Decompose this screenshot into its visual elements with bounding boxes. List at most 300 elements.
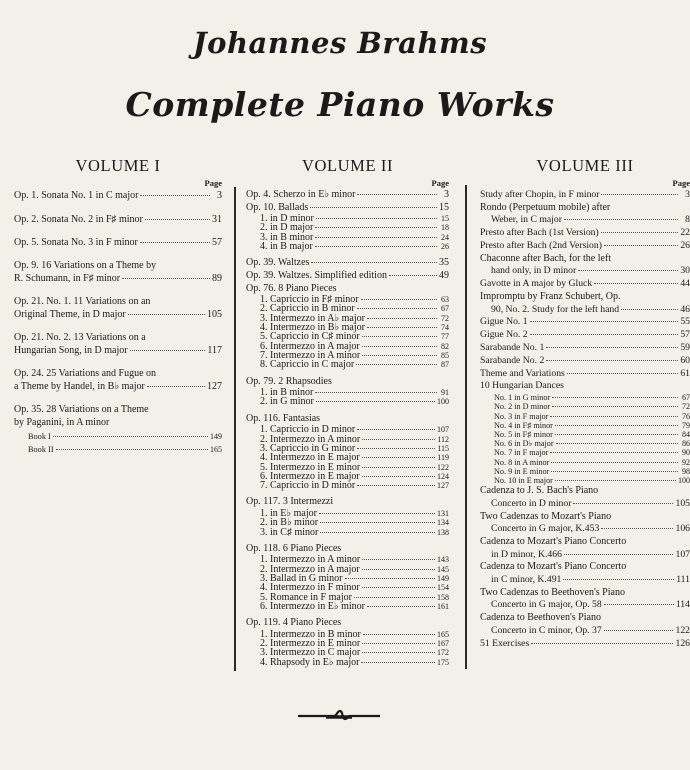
leader-dots [56, 449, 208, 450]
leader-dots [362, 476, 435, 477]
entry-title: Weber, in C major [491, 214, 562, 226]
toc-row [480, 316, 690, 329]
toc-row [480, 189, 690, 202]
leader-dots [315, 392, 437, 393]
sub-list [246, 509, 449, 537]
toc-row [480, 402, 690, 411]
entry-title: Presto after Bach (2nd Version) [480, 239, 602, 251]
entry-line: Op. 35. 28 Variations on a Theme [14, 403, 149, 415]
page-column-label: Page [672, 178, 690, 188]
toc-row [480, 393, 690, 402]
toc-row [480, 240, 690, 253]
toc-entry [480, 202, 690, 227]
toc-row [14, 189, 222, 203]
page-number: 59 [680, 341, 690, 353]
toc-entry [480, 511, 690, 536]
leader-dots [363, 634, 435, 635]
leader-dots [122, 278, 210, 279]
entry-title: 1. Capriccio in F♯ minor [260, 294, 359, 306]
entry-title: Gavotte in A major by Gluck [480, 278, 593, 290]
entry-title: 2. in G minor [260, 396, 314, 408]
page-number: 30 [680, 265, 690, 277]
page-number: 117 [207, 345, 222, 357]
leader-dots [604, 604, 674, 605]
entry-line: Op. 9. 16 Variations on a Theme by [14, 259, 157, 271]
page-number: 72 [441, 313, 449, 323]
entry-title: Op. 10. Ballads [246, 201, 309, 213]
entry-title: R. Schumann, in F♯ minor [14, 273, 121, 285]
toc-row [14, 443, 222, 457]
entry-title: Op. 5. Sonata No. 3 in F minor [14, 237, 138, 248]
entry-title: Study after Chopin, in F minor [480, 189, 600, 200]
toc-entry [14, 260, 222, 286]
page-column-label: Page [204, 178, 222, 188]
toc-entry [480, 329, 690, 342]
column-divider [234, 187, 236, 671]
entry-line: Chaconne after Bach, for the left [480, 252, 612, 264]
entry-title: Op. 119. 4 Piano Pieces [246, 617, 342, 629]
toc-row [480, 278, 690, 291]
page-number: 91 [441, 388, 449, 398]
entry-line: Two Cadenzas to Mozart's Piano [480, 510, 612, 522]
composer-title: Johannes Brahms [192, 26, 488, 60]
toc-group [246, 257, 449, 369]
leader-dots [546, 360, 678, 361]
page-number: 107 [675, 548, 690, 560]
leader-dots [362, 467, 435, 468]
toc-group [246, 376, 449, 407]
sub-list [246, 388, 449, 407]
leader-dots [362, 652, 435, 653]
entry-title: 6. Intermezzo in A major [260, 340, 360, 352]
leader-dots [621, 309, 678, 310]
toc-row [480, 476, 690, 485]
leader-dots [555, 480, 676, 481]
toc-row [480, 599, 690, 612]
leader-dots [140, 242, 210, 243]
toc-entry [480, 291, 690, 316]
leader-dots [550, 452, 678, 453]
entry-title: 5. Romance in F major [260, 591, 352, 603]
entry-title: No. 10 in E major [494, 475, 553, 485]
leader-dots [367, 606, 435, 607]
entry-title: 1. in E♭ major [260, 507, 317, 519]
leader-dots [362, 439, 435, 440]
leader-dots [361, 662, 435, 663]
toc-row [480, 421, 690, 430]
entry-title: Gigue No. 2 [480, 329, 528, 341]
entry-title: No. 9 in E minor [494, 466, 550, 476]
sub-list [246, 630, 449, 667]
leader-dots [316, 218, 437, 219]
entry-title: 2. in B♭ minor [260, 517, 319, 529]
leader-dots [316, 401, 435, 402]
leader-dots [357, 448, 435, 449]
toc-row [480, 448, 690, 457]
page-number: 165 [437, 629, 449, 639]
page-number: 149 [210, 431, 222, 441]
entry-title: Gigue No. 1 [480, 316, 528, 328]
leader-dots [147, 386, 205, 387]
entry-title: Op. 117. 3 Intermezzi [246, 496, 334, 508]
entry-title: Op. 39. Waltzes. Simplified edition [246, 269, 387, 281]
page-number: 167 [437, 639, 449, 649]
leader-dots [531, 643, 673, 644]
leader-dots [604, 630, 674, 631]
toc-entry [480, 240, 690, 253]
page-number: 24 [441, 232, 449, 242]
leader-dots [311, 262, 437, 263]
volume-title: VOLUME III [536, 156, 634, 175]
entry-title: No. 4 in F♯ minor [494, 420, 553, 430]
entry-title: No. 5 in F♯ minor [494, 429, 553, 439]
entry-title: Sarabande No. 1 [480, 341, 545, 353]
toc-row [14, 416, 222, 430]
leader-dots [578, 270, 678, 271]
entry-title: by Paganini, in A minor [14, 417, 110, 429]
toc-entry [480, 253, 690, 278]
leader-dots [362, 336, 437, 337]
page-number: 145 [437, 564, 449, 574]
page-number: 127 [437, 481, 449, 491]
entry-title: 5. Capriccio in C♯ minor [260, 331, 360, 343]
page-number: 154 [437, 583, 449, 593]
page-number: 165 [210, 445, 222, 455]
page-number: 100 [678, 475, 690, 485]
leader-dots [389, 275, 437, 276]
leader-dots [362, 587, 435, 588]
toc-row [246, 528, 449, 537]
work-title: Complete Piano Works [125, 85, 555, 124]
toc-row [14, 236, 222, 250]
page-number: 35 [439, 257, 449, 269]
entry-title: 1. Intermezzo in B minor [260, 628, 361, 640]
toc-row [480, 549, 690, 562]
entry-line: Impromptu by Franz Schubert, Op. [480, 290, 621, 302]
leader-dots [563, 579, 674, 580]
entry-title: 3. Intermezzo in A♭ major [260, 312, 365, 324]
page-number: 127 [207, 381, 222, 393]
toc-row [14, 308, 222, 322]
toc-row [14, 213, 222, 227]
toc-row [480, 498, 690, 511]
entry-title: 4. in B major [260, 241, 313, 253]
entry-title: Concerto in C minor, Op. 37 [491, 624, 602, 636]
page-number: 106 [675, 523, 690, 535]
toc-entry [480, 189, 690, 202]
page-number: 161 [437, 601, 449, 611]
page-number: 26 [680, 239, 690, 251]
toc-entry [480, 342, 690, 355]
leader-dots [345, 578, 436, 579]
page-number: 122 [675, 624, 690, 636]
leader-dots [604, 245, 678, 246]
toc-row [480, 227, 690, 240]
page-number: 107 [437, 425, 449, 435]
entry-line: Cadenza to Mozart's Piano Concerto [480, 535, 627, 547]
toc-entry [480, 612, 690, 637]
entry-title: 1. Capriccio in D minor [260, 424, 356, 436]
toc-entry [480, 587, 690, 612]
entry-title: 6. Intermezzo in E major [260, 470, 360, 482]
leader-dots [128, 314, 205, 315]
toc-entry [14, 213, 222, 227]
page-number: 31 [212, 213, 222, 225]
page-number: 87 [441, 360, 449, 370]
toc-entry [14, 332, 222, 358]
entry-title: Op. 4. Scherzo in E♭ minor [246, 189, 356, 200]
sub-list [246, 425, 449, 490]
entry-title: hand only, in D minor [491, 265, 577, 277]
page-number: 89 [212, 273, 222, 285]
toc-entry [480, 355, 690, 368]
column-divider [465, 185, 467, 669]
leader-dots [564, 554, 674, 555]
leader-dots [354, 597, 435, 598]
toc-row [480, 214, 690, 227]
page-number: 44 [680, 278, 690, 290]
page-number: 22 [680, 227, 690, 239]
page-number: 86 [682, 439, 690, 449]
page-number: 115 [437, 443, 449, 453]
entry-line: Cadenza to J. S. Bach's Piano [480, 485, 599, 497]
toc-row [246, 257, 449, 270]
entry-title: 2. Capriccio in B minor [260, 303, 355, 315]
toc-row [246, 481, 449, 490]
entry-title: Op. 79. 2 Rhapsodies [246, 375, 332, 387]
page-number: 134 [437, 518, 449, 528]
toc-row [14, 272, 222, 286]
leader-dots [310, 207, 437, 208]
page-number: 100 [437, 397, 449, 407]
entry-title: 8. Capriccio in C major [260, 359, 355, 371]
leader-dots [594, 283, 678, 284]
toc-row [246, 397, 449, 406]
toc-row [480, 439, 690, 448]
leader-dots [145, 219, 210, 220]
leader-dots [320, 532, 435, 533]
page-number: 79 [682, 420, 690, 430]
page-number: 49 [439, 269, 449, 281]
entry-title: 3. in C♯ minor [260, 526, 319, 538]
page-number: 67 [682, 393, 690, 403]
entry-title: 4. Intermezzo in F minor [260, 582, 360, 594]
page-number: 8 [685, 214, 690, 226]
leader-dots [357, 308, 437, 309]
leader-dots [357, 485, 435, 486]
entry-title: Op. 116. Fantasias [246, 412, 321, 424]
leader-dots [320, 522, 435, 523]
entry-title: 3. Capriccio in G minor [260, 442, 356, 454]
page-number: 63 [441, 295, 449, 305]
toc-group [246, 413, 449, 491]
toc-row [246, 242, 449, 251]
entry-title: 1. in B minor [260, 387, 314, 399]
toc-row [246, 602, 449, 611]
entry-title: Theme and Variations [480, 367, 565, 379]
toc-entry [480, 485, 690, 510]
entry-title: No. 1 in G minor [494, 393, 551, 403]
leader-dots [573, 503, 673, 504]
toc-entry [480, 278, 690, 291]
toc-row [480, 412, 690, 421]
entry-title: 90, No. 2. Study for the left hand [491, 303, 620, 315]
entry-title: 2. in D major [260, 222, 314, 234]
toc-row [480, 574, 690, 587]
entry-title: 2. Intermezzo in E minor [260, 638, 361, 650]
page-number: 172 [437, 648, 449, 658]
page-number: 46 [680, 303, 690, 315]
toc-row [480, 467, 690, 476]
toc-row [14, 380, 222, 394]
leader-dots [530, 321, 678, 322]
entry-line: Cadenza to Mozart's Piano Concerto [480, 561, 627, 573]
entry-line: Op. 21. No. 1. 11 Variations on an [14, 295, 151, 307]
page-number: 131 [437, 508, 449, 518]
toc-group [246, 617, 449, 667]
entry-title: 1. in D minor [260, 213, 314, 225]
page-number: 61 [680, 367, 690, 379]
entry-line: Op. 24. 25 Variations and Fugue on [14, 367, 157, 379]
toc-row [480, 380, 690, 393]
toc-entry [14, 368, 222, 394]
sub-list [246, 214, 449, 251]
entry-title: 2. Intermezzo in A minor [260, 433, 361, 445]
page-number: 57 [212, 237, 222, 248]
leader-dots [601, 232, 678, 233]
leader-dots [551, 462, 678, 463]
leader-dots [357, 194, 437, 195]
leader-dots [140, 195, 210, 196]
toc-row [246, 360, 449, 369]
entry-title: No. 6 in D♭ major [494, 439, 554, 449]
page-number: 76 [682, 411, 690, 421]
page-number: 138 [437, 527, 449, 537]
leader-dots [556, 443, 678, 444]
leader-dots [356, 364, 437, 365]
leader-dots [362, 346, 437, 347]
toc-entry [480, 316, 690, 329]
page-number: 175 [437, 657, 449, 667]
toc-row [14, 430, 222, 444]
toc-entry [14, 236, 222, 250]
toc-entry [480, 368, 690, 381]
entry-title: Book I [28, 431, 51, 441]
page-number: 15 [439, 201, 449, 213]
page-number: 143 [437, 555, 449, 565]
page-number: 158 [437, 592, 449, 602]
leader-dots [362, 569, 435, 570]
ornament-icon [296, 706, 382, 724]
leader-dots [362, 355, 437, 356]
entry-title: No. 8 in A minor [494, 457, 550, 467]
entry-line: Op. 21. No. 2. 13 Variations on a [14, 331, 146, 343]
page-number: 114 [675, 599, 690, 611]
leader-dots [552, 397, 678, 398]
toc-row [246, 189, 449, 202]
toc-group [246, 496, 449, 536]
entry-title: in C minor, K.491 [491, 573, 562, 585]
leader-dots [564, 219, 678, 220]
page-number: 77 [441, 332, 449, 342]
entry-title: 3. in B minor [260, 231, 314, 243]
leader-dots [550, 416, 678, 417]
toc-group [246, 543, 449, 611]
page-number: 74 [441, 323, 449, 333]
toc-row [480, 523, 690, 536]
toc-row [480, 368, 690, 381]
page-number: 67 [441, 304, 449, 314]
entry-title: 5. Intermezzo in E minor [260, 461, 361, 473]
entry-title: Presto after Bach (1st Version) [480, 227, 599, 239]
toc-row [246, 658, 449, 667]
page-number: 112 [437, 434, 449, 444]
page-number: 149 [437, 574, 449, 584]
entry-title: a Theme by Handel, in B♭ major [14, 381, 145, 393]
page-number: 55 [680, 316, 690, 328]
toc-row [480, 625, 690, 638]
sub-list [246, 555, 449, 611]
toc-row [480, 304, 690, 317]
entry-line: Two Cadenzas to Beethoven's Piano [480, 586, 625, 598]
toc-group [246, 189, 449, 251]
page-number: 82 [441, 341, 449, 351]
leader-dots [315, 227, 437, 228]
toc-row [246, 270, 449, 283]
leader-dots [130, 350, 206, 351]
volume-title: VOLUME I [75, 156, 161, 175]
entry-title: Sarabande No. 2 [480, 354, 545, 366]
leader-dots [551, 471, 678, 472]
page-number: 57 [680, 329, 690, 341]
toc-row [14, 344, 222, 358]
page-number: 3 [217, 190, 222, 201]
entry-title: 4. Intermezzo in B♭ major [260, 322, 365, 334]
toc-entry [480, 380, 690, 485]
leader-dots [361, 299, 437, 300]
leader-dots [567, 373, 678, 374]
entry-title: 7. Intermezzo in A minor [260, 349, 361, 361]
entry-title: Hungarian Song, in D major [14, 345, 128, 357]
toc-row [480, 342, 690, 355]
toc-row [480, 355, 690, 368]
toc-entry [480, 561, 690, 586]
toc-row [480, 458, 690, 467]
entry-title: 4. Intermezzo in E major [260, 452, 360, 464]
toc-entry [480, 536, 690, 561]
volume-1-column [14, 155, 222, 467]
entry-title: Op. 76. 8 Piano Pieces [246, 282, 337, 294]
entry-title: in D minor, K.466 [491, 548, 562, 560]
entry-line: Cadenza to Beethoven's Piano [480, 612, 601, 624]
page-number: 84 [682, 429, 690, 439]
entry-title: Original Theme, in D major [14, 309, 126, 321]
page-number: 105 [675, 497, 690, 509]
page-column-label: Page [431, 178, 449, 188]
toc-row [480, 430, 690, 439]
entry-title: Concerto in D minor [491, 497, 572, 509]
toc-entry [14, 404, 222, 457]
entry-title: No. 7 in F major [494, 448, 549, 458]
leader-dots [367, 327, 437, 328]
page-number: 60 [680, 354, 690, 366]
entry-title: 2. Intermezzo in A major [260, 563, 360, 575]
toc-row [246, 617, 449, 630]
page-number: 72 [682, 402, 690, 412]
page-number: 126 [675, 637, 690, 649]
leader-dots [53, 436, 208, 437]
leader-dots [601, 194, 678, 195]
